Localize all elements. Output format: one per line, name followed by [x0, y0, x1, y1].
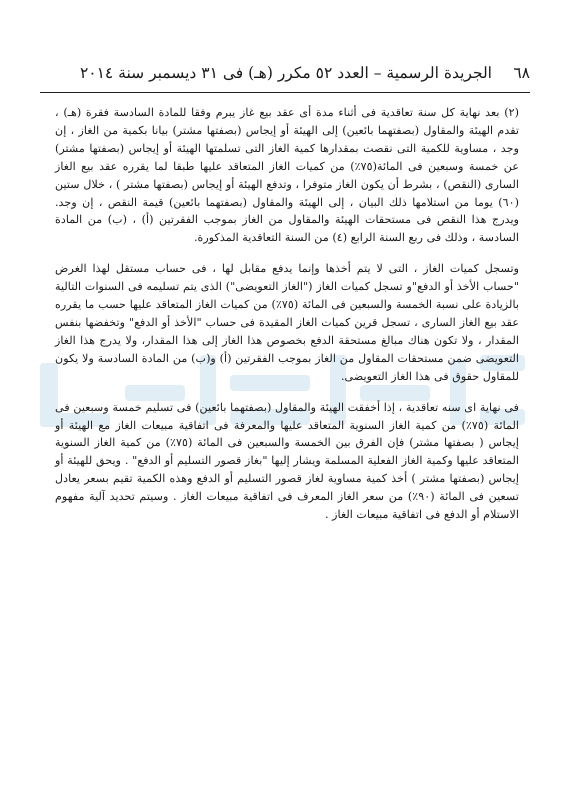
header-divider — [40, 92, 530, 93]
paragraph-clause-2: (٢) بعد نهاية كل سنة تعاقدية فى أثناء مدة أى عقد بيع غاز يبرم وفقا للمادة السادسة فقرة (هـ) ، تقدم الهيئة والمقاول (بصفتهما بائعين) إلى الهيئة أو إيجاس (بصفتها مشتر) بيانا بكمية من الغاز ، إن وجد ، مساوية للكمية التى نقصت بمقدارها كمية الغاز التى تسلمتها الهيئة أو إيجاس (بصفتها مشتر) عن خمسة وسبعين فى المائة(٧٥٪) من كميات الغاز المتعاقد عليها طبقا لما يقرره عقد بيع الغاز السارى (النقص) ، بشرط أن يكون الغاز متوفرا ، وتدفع الهيئة أو إيجاس (بصفتها مشتر ) ، خلال ستين (٦٠) يوما من استلامها ذلك البيان ، إلى الهيئة والمقاول (بصفتهما بائعين) قيمة النقص ، إن وجد. ويدرج هذا النقص فى مستحقات الهيئة والمقاول من الغاز بموجب الفقرتين (أ) ، (ب) من المادة السادسة ، وذلك فى ربع السنة الرابع (٤) من السنة التعاقدية المذكورة. — [55, 106, 520, 245]
paragraph-delivery-shortfall: فى نهاية اى سنه تعاقدية ، إذا أخفقت الهيئة والمقاول (بصفتهما بائعين) فى تسليم خمسة وسبعين فى المائة (٧٥٪) من كمية الغاز السنوية المتعاقد عليها والمعرفة فى اتفاقية مبيعات الغاز مع الهيئة أو إيجاس ( بصفتها مشتر) فإن الفرق بين الخمسة والسبعين فى المائة (٧٥٪) من كمية الغاز السنوية المتعاقد عليها وكمية الغاز الفعلية المسلمة ويشار إليها "بغاز قصور التسليم أو الدفع" . ويحق للهيئة أو إيجاس (بصفتها مشتر ) أخذ كمية مساوية لغاز قصور التسليم أو الدفع وهذه الكمية تقيم بسعر يعادل تسعين فى المائة (٩٠٪) من سعر الغاز المعرف فى اتفاقية مبيعات الغاز . وسيتم تحديد آلية مفهوم الاستلام أو الدفع فى اتفاقية مبيعات الغاز . — [55, 400, 520, 522]
running-title: الجريدة الرسمية – العدد ٥٢ مكرر (هـ) فى ٣١ ديسمبر سنة ٢٠١٤ — [79, 64, 492, 82]
page-number: ٦٨ — [513, 64, 530, 82]
page-header — [40, 58, 530, 88]
paragraph-take-or-pay-account: وتسجل كميات الغاز ، التى لا يتم أخذها وإنما يدفع مقابل لها ، فى حساب مستقل لهذا الغرض "حساب الأخذ أو الدفع"و تسجل كميات الغاز ("الغاز التعويضى") الذى يتم تسليمه فى السنوات التالية بالزيادة على نسبة الخمسة والسبعين فى المائة (٧٥٪) من كميات الغاز المتعاقد عليها حسب ما يقرره عقد بيع الغاز السارى ، تسجل قرين كميات الغاز المقيدة فى حساب "الأخذ أو الدفع" وتخفضها بنفس المقدار ، ولا تكون هناك مبالغ مستحقة الدفع بخصوص هذا الغاز إلى هذا المقدار، ولا يدرج هذا الغاز التعويضى ضمن مستحقات المقاول من الغاز بموجب الفقرتين (أ) و(ب) من المادة السادسة ولا يكون للمقاول حقوق فى هذا الغاز التعويضى. — [55, 262, 519, 383]
body-text — [55, 104, 519, 537]
